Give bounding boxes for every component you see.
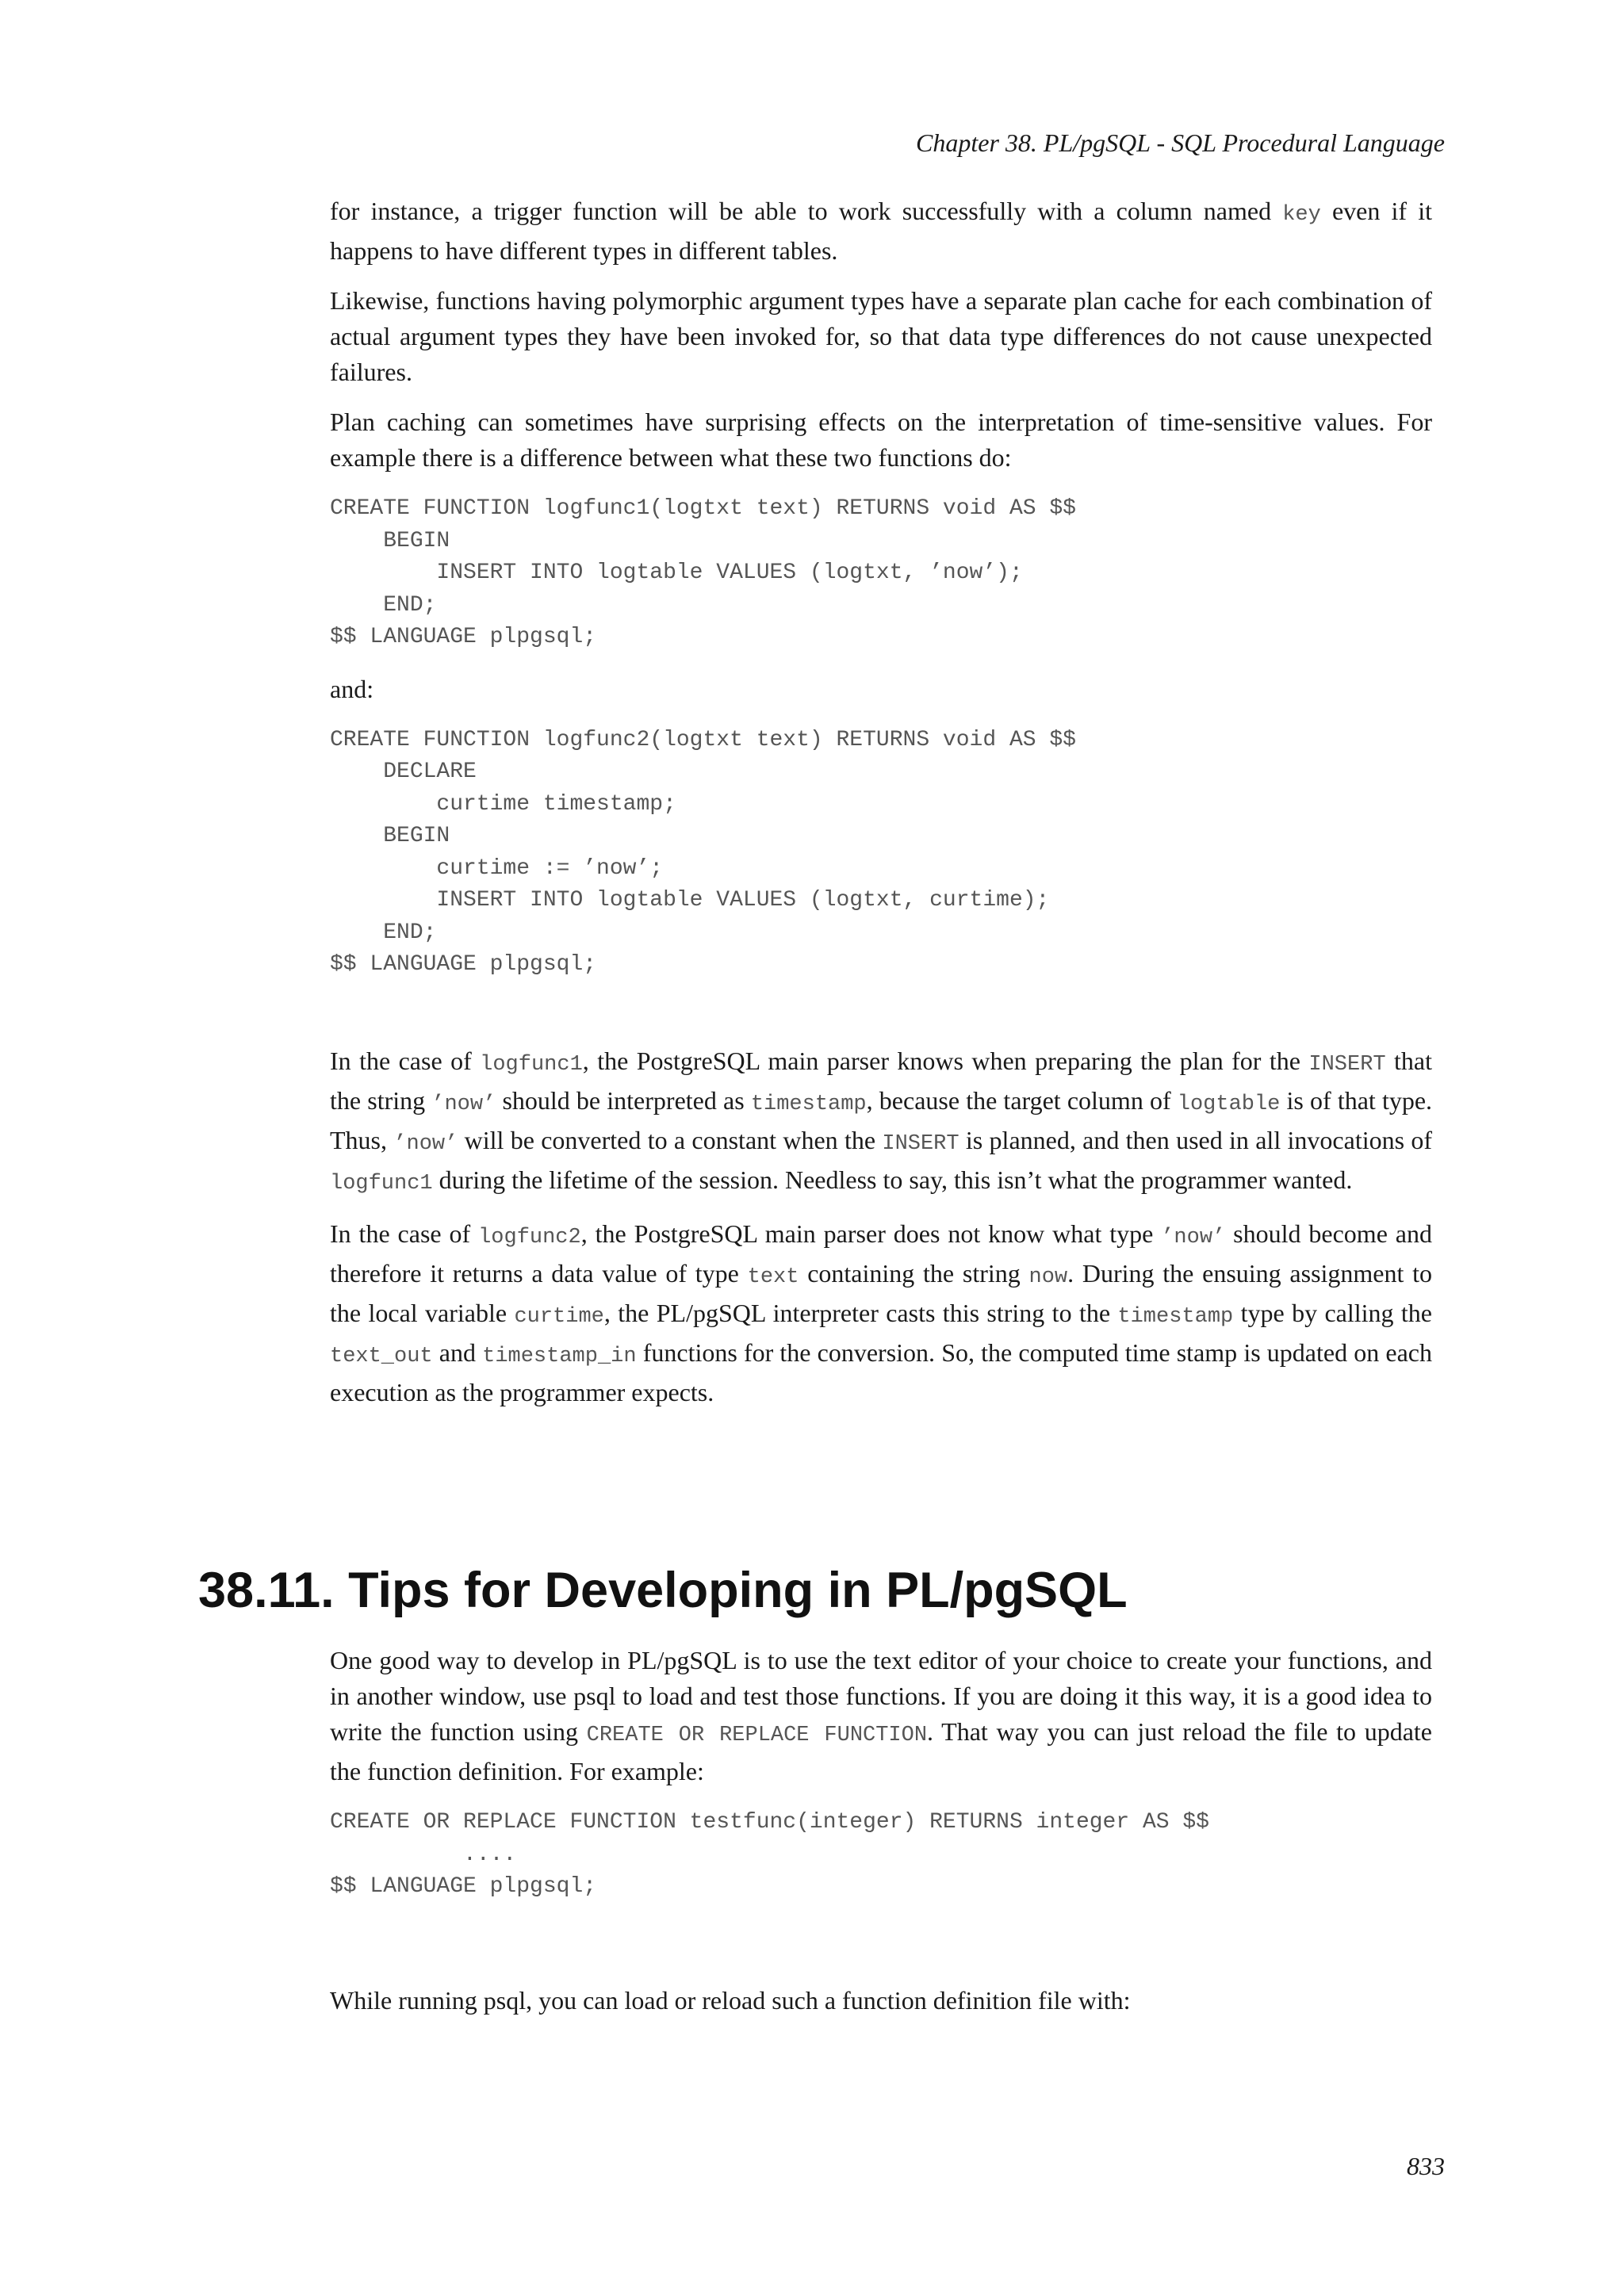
section-heading: 38.11. Tips for Developing in PL/pgSQL bbox=[198, 1563, 1128, 1618]
code-block-logfunc1: CREATE FUNCTION logfunc1(logtxt text) RETURNS void AS $$ BEGIN INSERT INTO logtable VALUES (logtxt, ’now’); END; $$ LANGUAGE plpgsql; bbox=[330, 496, 1076, 649]
paragraph-polymorphic: Likewise, functions having polymorphic argument types have a separate plan cache for each combination of actual argument types they have been invoked for, so that data type differences do not cause unexpected failures. bbox=[330, 286, 1432, 386]
paragraph-key-column: for instance, a trigger function will be able to work successfully with a column named key even if it happens to have different types in different tables. bbox=[330, 197, 1433, 265]
paragraph-plan-caching: Plan caching can sometimes have surprising effects on the interpretation of time-sensitive values. For example there is a difference between what these two functions do: bbox=[330, 408, 1432, 472]
paragraph-logfunc2-explanation: In the case of logfunc2, the PostgreSQL main parser does not know what type ’now’ should become and therefore it returns a data value of type text containing the string now. During the ensuing assignment to the local variable curtime, the PL/pgSQL interpreter casts this string to the timestamp type by calling the text_out and timestamp_in functions for the conversion. So, the computed time stamp is updated on each execution as the programmer expects. bbox=[330, 1219, 1433, 1406]
paragraph-and: and: bbox=[330, 674, 374, 703]
code-block-logfunc2: CREATE FUNCTION logfunc2(logtxt text) RETURNS void AS $$ DECLARE curtime timestamp; BEGIN curtime := ’now’; INSERT INTO logtable VALUES (logtxt, curtime); END; $$ LANGUAGE plpgsql; bbox=[330, 727, 1076, 977]
paragraph-logfunc1-explanation: In the case of logfunc1, the PostgreSQL main parser knows when preparing the plan for the INSERT that the string ’now’ should be interpreted as timestamp, because the target column of logtable is of that type. Thus, ’now’ will be converted to a constant when the INSERT is planned, and then used in all invocations of logfunc1 during the lifetime of the session. Needless to say, this isn’t what the programmer wanted. bbox=[330, 1046, 1433, 1196]
page-number: 833 bbox=[1407, 2152, 1445, 2180]
paragraph-psql-reload: While running psql, you can load or reload such a function definition file with: bbox=[330, 1985, 1131, 2015]
section-content bbox=[330, 1643, 1432, 2033]
code-block-testfunc: CREATE OR REPLACE FUNCTION testfunc(integer) RETURNS integer AS $$ .... $$ LANGUAGE plpgsql; bbox=[330, 1810, 1209, 1899]
paragraph-development-tips: One good way to develop in PL/pgSQL is to use the text editor of your choice to create your functions, and in another window, use psql to load and test those functions. If you are doing it this way, it is a good idea to write the function using CREATE OR REPLACE FUNCTION. That way you can just reload the file to update the function definition. For example: bbox=[330, 1646, 1432, 1785]
running-header: Chapter 38. PL/pgSQL - SQL Procedural Language bbox=[916, 128, 1445, 157]
main-content bbox=[330, 193, 1432, 1425]
